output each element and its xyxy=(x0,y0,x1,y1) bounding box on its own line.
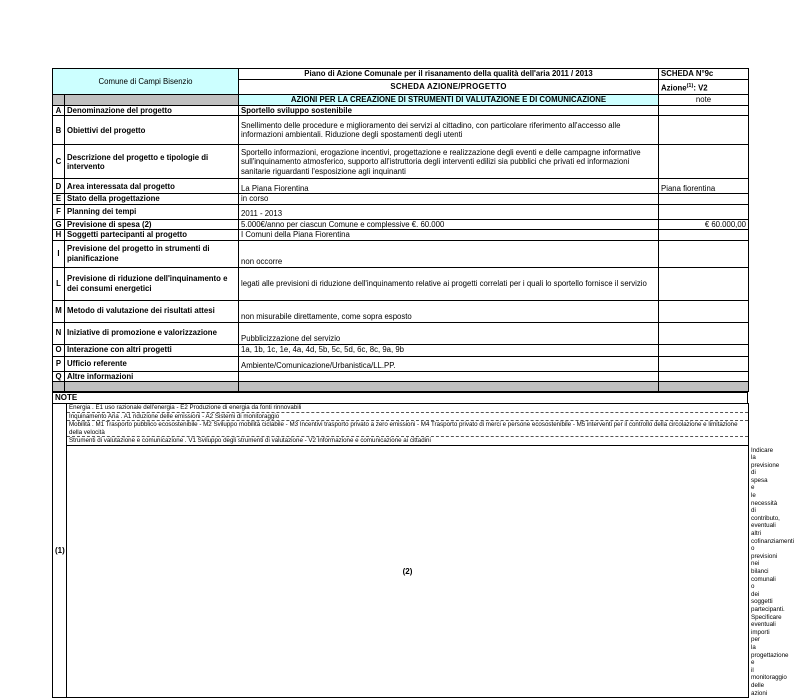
row-label: Iniziative di promozione e valorizzazione xyxy=(65,322,239,344)
azioni-left-empty-2 xyxy=(65,95,239,106)
row-label: Stato della progettazione xyxy=(65,194,239,204)
row-value xyxy=(239,371,659,381)
row-letter: F xyxy=(53,204,65,219)
note-1-line: Energia . E1 uso razionale dell'energia - E2 Produzione di energia da fonti rinnovabili xyxy=(67,404,749,413)
row-note xyxy=(659,106,749,116)
row-note xyxy=(659,356,749,371)
row-label: Previsione di spesa (2) xyxy=(65,219,239,229)
row-letter: G xyxy=(53,219,65,229)
scheda-table xyxy=(52,68,749,392)
note-column-header: note xyxy=(659,95,749,106)
row-letter: E xyxy=(53,194,65,204)
row-label: Ufficio referente xyxy=(65,356,239,371)
row-label: Area interessata dal progetto xyxy=(65,179,239,194)
row-note xyxy=(659,322,749,344)
row-value: legati alle previsioni di riduzione dell'inquinamento relative ai progetti correlati per i quali lo sportello fornisce il servizio xyxy=(239,267,659,300)
azione-sup: (1) xyxy=(686,82,694,89)
piano-title: Piano di Azione Comunale per il risanamento della qualità dell'aria 2011 / 2013 xyxy=(239,69,659,80)
row-letter: H xyxy=(53,230,65,240)
row-value: non occorre xyxy=(239,240,659,267)
row-letter: D xyxy=(53,179,65,194)
comune-name: Comune di Campi Bisenzio xyxy=(53,69,239,95)
row-note xyxy=(659,300,749,322)
row-label: Obiettivi del progetto xyxy=(65,116,239,145)
row-label: Altre informazioni xyxy=(65,371,239,381)
row-letter: P xyxy=(53,356,65,371)
row-value: 2011 - 2013 xyxy=(239,204,659,219)
azione-label: Azione xyxy=(661,83,687,93)
row-note: Piana fiorentina xyxy=(659,179,749,194)
row-note xyxy=(659,230,749,240)
row-label: Previsione del progetto in strumenti di pianificazione xyxy=(65,240,239,267)
spacer-cell xyxy=(65,382,239,392)
notes-title: NOTE xyxy=(52,392,748,403)
row-note: € 60.000,00 xyxy=(659,219,749,229)
row-letter: A xyxy=(53,106,65,116)
row-letter: B xyxy=(53,116,65,145)
row-letter: I xyxy=(53,240,65,267)
spacer-cell xyxy=(53,382,65,392)
note-1-label: (1) xyxy=(53,404,67,698)
row-note xyxy=(659,344,749,356)
row-note xyxy=(659,116,749,145)
spacer-cell xyxy=(659,382,749,392)
row-letter: O xyxy=(53,344,65,356)
spacer-cell xyxy=(239,382,659,392)
row-value: La Piana Fiorentina xyxy=(239,179,659,194)
note-2-label: (2) xyxy=(67,446,749,698)
row-note xyxy=(659,371,749,381)
row-label: Planning dei tempi xyxy=(65,204,239,219)
azione-value: : V2 xyxy=(693,83,708,93)
row-label: Soggetti partecipanti al progetto xyxy=(65,230,239,240)
azione-code xyxy=(659,80,749,95)
row-value: 1a, 1b, 1c, 1e, 4a, 4d, 5b, 5c, 5d, 6c, 8c, 9a, 9b xyxy=(239,344,659,356)
note-1-line: Mobilità . M1 Trasporto pubblico ecosostenibile - M2 Sviluppo mobilità ciclabile - M3 Incentivi trasporto privato a zero emissioni - M4 Trasporto privato di merci e persone ecosostenibile - M5 interventi per il controllo della circolazione e limitazione della velocità xyxy=(67,421,749,437)
row-value: 5.000€/anno per ciascun Comune e complessive €. 60.000 xyxy=(239,219,659,229)
row-note xyxy=(659,240,749,267)
row-label: Interazione con altri progetti xyxy=(65,344,239,356)
row-value: Snellimento delle procedure e miglioramento dei servizi al cittadino, con particolare riferimento all'accesso alle informazioni ambientali. Riduzione degli spostamenti degli utenti xyxy=(239,116,659,145)
row-note xyxy=(659,204,749,219)
row-label: Previsione di riduzione dell'inquinamento e dei consumi energetici xyxy=(65,267,239,300)
row-value: Ambiente/Comunicazione/Urbanistica/LL.PP. xyxy=(239,356,659,371)
row-value: Sportello informazioni, erogazione incentivi, progettazione e realizzazione degli eventi e delle campagne informative sull'inquinamento atmosferico, supporto all'istruttoria degli interventi edilizi sia pubblici che privati ed informazioni sanitarie riguardanti l'esposizione agli inquinanti xyxy=(239,145,659,179)
row-value: I Comuni della Piana Fiorentina xyxy=(239,230,659,240)
row-label: Metodo di valutazione dei risultati attesi xyxy=(65,300,239,322)
row-letter: L xyxy=(53,267,65,300)
row-value: Pubblicizzazione del servizio xyxy=(239,322,659,344)
note-1-line: Strumenti di valutazione e comunicazione . V1 Sviluppo degli strumenti di valutazione - V2 Informazione e comunicazione ai cittadini xyxy=(67,437,749,446)
azioni-title: AZIONI PER LA CREAZIONE DI STRUMENTI DI VALUTAZIONE E DI COMUNICAZIONE xyxy=(239,95,659,106)
row-note xyxy=(659,194,749,204)
azioni-left-empty xyxy=(53,95,65,106)
azione-sheet xyxy=(52,68,794,698)
row-note xyxy=(659,267,749,300)
scheda-number: SCHEDA N°9c xyxy=(659,69,749,80)
notes-table: (1) Energia . E1 uso razionale dell'energia - E2 Produzione di energia da fonti rinnovabili Inquinamento Aria . A1 riduzione delle emissioni - A2 Sistemi di monitoraggio Mobilità . M1 Trasporto pubblico ecosostenibile - M2 Sviluppo mobilità ciclabile - M3 Incentivi trasporto privato a zero emissioni - M4 Trasporto privato di merci e persone ecosostenibile - M5 interventi per il controllo della circolazione e limitazione della velocità Strumenti di valutazione e comunicazione . V1 Sviluppo degli strumenti di valutazione - V2 Informazione e comunicazione ai cittadini (2) Indicare la previsione di spesa e le necessità di contributo, eventuali altri cofinanziamenti o previsioni nei bilanci comunali o dei soggetti partecipanti. Specificare eventuali importi per la progettazione e il monitoraggio delle azioni xyxy=(52,403,749,698)
note-1-line: Inquinamento Aria . A1 riduzione delle emissioni - A2 Sistemi di monitoraggio xyxy=(67,412,749,421)
row-letter: C xyxy=(53,145,65,179)
row-value: in corso xyxy=(239,194,659,204)
row-value: non misurabile direttamente, come sopra esposto xyxy=(239,300,659,322)
row-value: Sportello sviluppo sostenibile xyxy=(239,106,659,116)
row-letter: N xyxy=(53,322,65,344)
row-label: Denominazione del progetto xyxy=(65,106,239,116)
row-letter: Q xyxy=(53,371,65,381)
scheda-title: SCHEDA AZIONE/PROGETTO xyxy=(239,80,659,95)
row-note xyxy=(659,145,749,179)
row-letter: M xyxy=(53,300,65,322)
row-label: Descrizione del progetto e tipologie di intervento xyxy=(65,145,239,179)
